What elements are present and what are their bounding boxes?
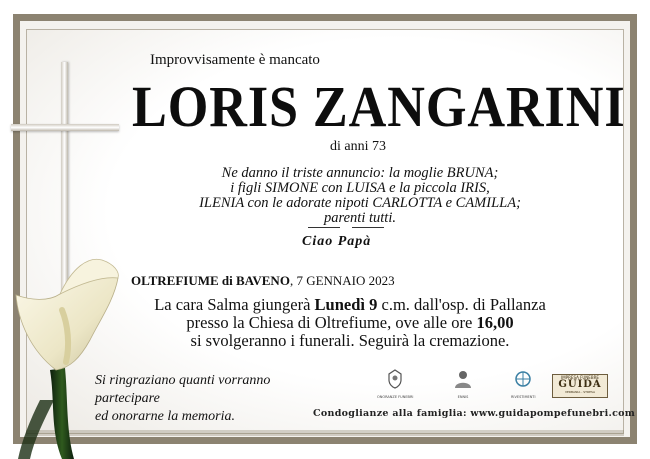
sponsor-logos xyxy=(375,368,620,408)
details-line: La cara Salma giungerà Lunedì 9 c.m. dall'osp. di Pallanza xyxy=(154,295,546,314)
date-text: , 7 GENNAIO 2023 xyxy=(289,273,395,288)
details-line: presso la Chiesa di Oltrefiume, ove alle ore 16,00 xyxy=(186,313,514,332)
calla-lily-icon xyxy=(10,250,150,459)
person-icon: ENNIS xyxy=(451,368,475,399)
thanks-text: Si ringraziano quanti vorranno partecipare ed onorarne la memoria. xyxy=(95,373,271,424)
globe-icon: RIVESTIMENTI xyxy=(511,368,535,399)
funeral-details xyxy=(140,296,560,350)
place-name: OLTREFIUME di BAVENO xyxy=(131,273,290,288)
divider-right xyxy=(352,227,384,228)
announcement-line: Ne danno il triste annuncio: la moglie BRUNA; xyxy=(221,165,499,181)
crest-icon: ONORANZE FUNEBRI xyxy=(377,368,413,399)
condolences-link[interactable]: Condoglianze alla famiglia: www.guidapompefunebri.com xyxy=(313,408,636,419)
deceased-name: LORIS ZANGARINI xyxy=(132,74,626,139)
guida-logo: IMPRESA FUNEBRE GUIDA VERBANIA - STRESA xyxy=(552,374,608,398)
place-date xyxy=(131,273,395,289)
announcement-line: ILENIA con le adorate nipoti CARLOTTA e CAMILLA; xyxy=(199,195,521,211)
intro-text: Improvvisamente è mancato xyxy=(150,52,320,68)
announcement xyxy=(150,166,570,226)
announcement-line: i figli SIMONE con LUISA e la piccola IRIS, xyxy=(230,180,490,196)
details-line: si svolgeranno i funerali. Seguirà la cremazione. xyxy=(190,331,510,350)
cross-bar xyxy=(11,124,119,131)
farewell-text: Ciao Papà xyxy=(302,234,372,249)
divider-left xyxy=(308,227,340,228)
age-text: di anni 73 xyxy=(330,139,386,154)
announcement-line: parenti tutti. xyxy=(324,210,396,226)
